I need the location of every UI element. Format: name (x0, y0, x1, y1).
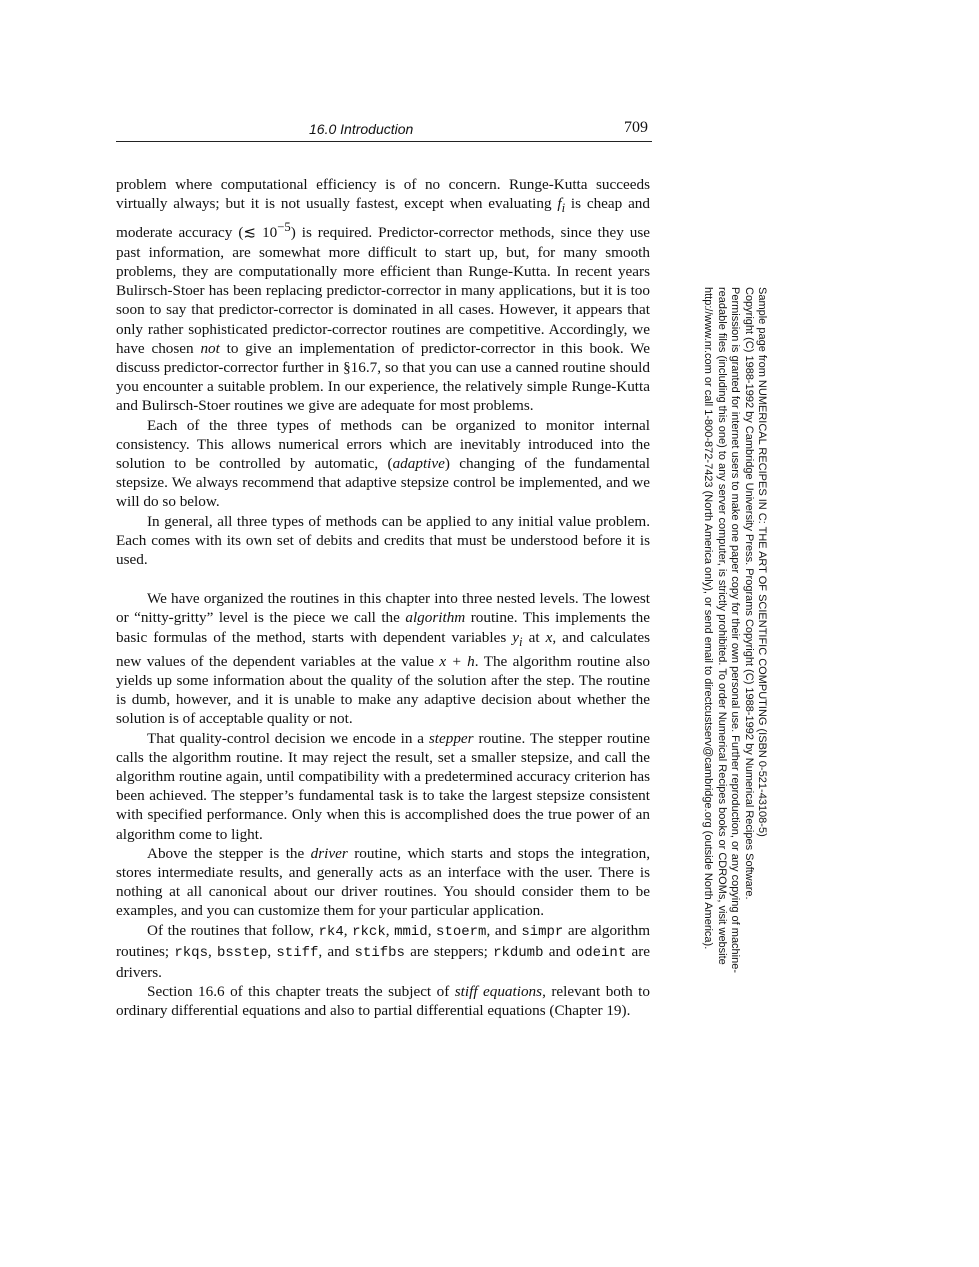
copyright-sidebar (688, 287, 768, 974)
running-header (116, 119, 652, 142)
page-number: 709 (624, 119, 648, 136)
paragraph: Section 16.6 of this chapter treats the subject of stiff equations, relevant both to ordinary differential equations and also to partial differential equations (Chapter 19). (116, 983, 650, 1020)
paragraph: Of the routines that follow, rk4, rkck, mmid, stoerm, and simpr are algorithm routines; rkqs, bsstep, stiff, and stifbs are steppers; rkdumb and odeint are drivers. (116, 921, 651, 982)
sidebar-line: readable files (including this one) to any server computer, is strictly prohibited. To order Numerical Recipes books or CDROMs, visit website (715, 287, 728, 965)
paragraph: That quality-control decision we encode in a stepper routine. The stepper routine calls the algorithm routine. It may reject the result, set a smaller stepsize, and call the algorithm routine again, until compatibility with a predetermined accuracy criterion has been achieved. The stepper’s fundamental task is to take the largest stepsize consistent with specified performance. Only when this is accomplished does the true power of an algorithm come to light. (116, 729, 650, 843)
sidebar-line: http://www.nr.com or call 1-800-872-7423 (North America only), or send email to directcustserv@cambridge.org (outside North America). (702, 287, 715, 950)
section-title: 16.0 Introduction (309, 121, 414, 137)
paragraph: We have organized the routines in this chapter into three nested levels. The lowest or “nitty-gritty” level is the piece we call the algorithm routine. This implements the basic formulas of the method, starts with dependent variables $y_i$ at x, and calculates new values of the dependent variables at the value x + h. The algorithm routine also yields up some information about the quality of the solution after the step. The routine is dumb, however, and it is unable to make any adaptive decision about whether the solution is of acceptable quality or not. (116, 590, 651, 728)
paragraph: In general, all three types of methods can be applied to any initial value problem. Each comes with its own set of debits and credits that must be understood before it is used. (116, 512, 650, 568)
paragraph: Each of the three types of methods can be organized to monitor internal consistency. This allows numerical errors which are inevitably introduced into the solution to be controlled by automatic, (adaptive) changing of the fundamental stepsize. We always recommend that adaptive stepsize control be implemented, and we will do so below. (116, 416, 651, 511)
sidebar-line: Sample page from NUMERICAL RECIPES IN C: THE ART OF SCIENTIFIC COMPUTING (ISBN 0-521-43108-5) (756, 287, 768, 837)
paragraph: problem where computational efficiency is of no concern. Runge-Kutta succeeds virtually always; but it is not usually fastest, except when evaluating $f_i$ is cheap and moderate accuracy (≲ $10^{-5}$) is required. Predictor-corrector methods, since they use past information, are somewhat more difficult to start up, but, for many smooth problems, they are computationally more efficient than Runge-Kutta. In recent years Bulirsch-Stoer has been replacing predictor-corrector in many applications, but it is too soon to say that predictor-corrector is dominated in all cases. However, it appears that only rather sophisticated predictor-corrector routines are competitive. Accordingly, we have chosen not to give an implementation of predictor-corrector in this book. We discuss predictor-corrector further in §16.7, so that you can use a canned routine should you encounter a suitable problem. In our experience, the relatively simple Runge-Kutta and Bulirsch-Stoer routines we give are adequate for most problems. (116, 176, 651, 415)
body-text (116, 175, 650, 1021)
sidebar-line: Copyright (C) 1988-1992 by Cambridge University Press. Programs Copyright (C) 1988-1992 by Numerical Recipes Software. (742, 287, 755, 900)
paragraph: Above the stepper is the driver routine, which starts and stops the integration, stores intermediate results, and generally acts as an interface with the user. There is nothing at all canonical about our driver routines. You should consider them to be examples, and you can customize them for your particular application. (116, 844, 650, 920)
sidebar-line: Permission is granted for internet users to make one paper copy for their own personal use. Further reproduction, or any copying of machine- (729, 287, 742, 974)
